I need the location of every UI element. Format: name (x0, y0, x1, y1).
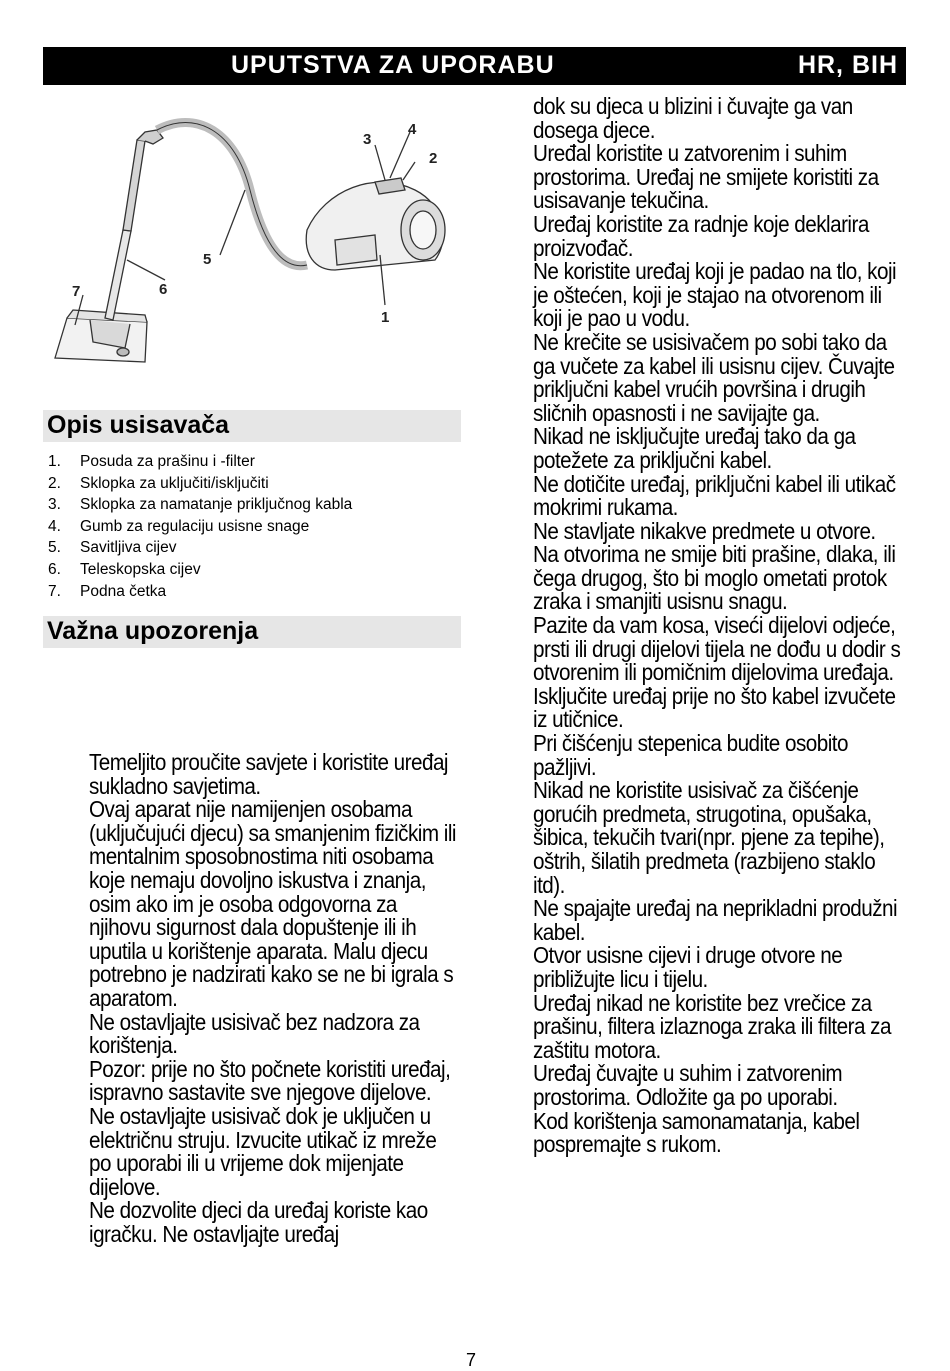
callout-2: 2 (429, 150, 438, 167)
warning-paragraph: Nikad ne koristite usisivač za čišćenje gorućih predmeta, strugotina, opušaka, šibica, tekučih tvari(npr. pjene za tepihe), oštrih, šilatih predmeta (razbijeno staklo itd). (533, 777, 885, 898)
warning-paragraph: Ovaj aparat nije namijenjen osobama (uključujući djecu) sa smanjenim fizičkim ili mentalnim sposobnostima niti osobama koje nemaju dovoljno iskustva i znanja, osim ako im je osoba odgovorna za njihovu sigurnost dala dopuštenje ili ih uputila u korištenje aparata. Malu djecu potrebno je nadzirati kako se ne bi igrala s aparatom. (89, 796, 456, 1011)
vacuum-cleaner-illustration (45, 110, 465, 400)
callout-7: 7 (72, 283, 81, 300)
warning-paragraph: Isključite uređaj prije no što kabel izvučete iz utičnice. (533, 682, 896, 733)
callout-3: 3 (363, 131, 372, 148)
callout-4: 4 (408, 121, 417, 138)
warning-paragraph: Ne krečite se usisivačem po sobi tako da ga vučete za kabel ili usisnu cijev. Čuvajte priključni kabel vrućih površina i drugih sličnih opasnosti i ne savijajte ga. (533, 328, 895, 426)
warning-paragraph: Uređaj nikad ne koristite bez vrečice za prašinu, filtera izlaznoga zraka ili filtera za zaštitu motora. (533, 989, 891, 1063)
header-language: HR, BIH (797, 51, 898, 79)
warning-paragraph: Ne ostavljajte usisivač dok je uključen u električnu struju. Izvucite utikač iz mreže po uporabi ili u vrijeme dok mijenjate dijelove. (89, 1102, 437, 1200)
warning-paragraph: Ne dotičite uređaj, priključni kabel ili utikač mokrimi rukama. (533, 470, 896, 521)
warning-paragraph: Kod korištenja samonamatanja, kabel pospremajte s rukom. (533, 1107, 860, 1158)
warning-paragraph: Ne spajajte uređaj na neprikladni produžni kabel. (533, 895, 898, 945)
warning-paragraph: Ne koristite uređaj koji je padao na tlo, koji je oštećen, koji je stajao na otvorenom ili koji je pao u vodu. (533, 258, 897, 332)
parts-list (48, 451, 352, 602)
list-item: 3. Sklopka za namatanje priključnog kabla (48, 496, 353, 514)
list-item: 2. Sklopka za uključiti/isključiti (48, 474, 269, 492)
warning-paragraph: Na otvorima ne smije biti prašine, dlaka, ili čega drugog, što bi moglo ometati protok zraka i smanjiti usisnu snagu. (533, 541, 896, 615)
warnings-right-column (533, 95, 911, 1157)
list-item: 6. Teleskopska cijev (48, 560, 201, 578)
warning-paragraph: Uređaj čuvajte u suhim i zatvorenim prostorima. Odložite ga po uporabi. (533, 1060, 843, 1110)
telescopic-tube-shape (105, 230, 131, 320)
list-item: 4. Gumb za regulaciju usisne snage (48, 517, 310, 535)
page-number: 7 (466, 1350, 477, 1370)
header-title: UPUTSTVA ZA UPORABU (231, 51, 555, 79)
warning-paragraph: Uređaj koristite za radnje koje deklarira proizvođač. (533, 210, 869, 261)
callout-6: 6 (159, 281, 168, 298)
upozorenja-heading-bar (43, 616, 461, 648)
warning-paragraph: dok su djeca u blizini i čuvajte ga van dosega djece. (533, 93, 853, 143)
upozorenja-heading: Važna upozorenja (47, 617, 259, 645)
warning-paragraph: Uređal koristite u zatvorenim i suhim prostorima. Uređaj ne smijete koristiti za usisavanje tekučina. (533, 140, 879, 214)
callout-5: 5 (203, 251, 212, 268)
warning-paragraph: Ne ostavljajte usisivač bez nadzora za korištenja. (89, 1008, 420, 1059)
flexible-hose-shape (157, 123, 307, 266)
page-header (43, 47, 906, 85)
warning-paragraph: Ne dozvolite djeci da uređaj koriste kao igračku. Ne ostavljajte uređaj (89, 1197, 428, 1247)
warnings-left-column (89, 751, 459, 1246)
warning-paragraph: Pri čišćenju stepenica budite osobito pažljivi. (533, 730, 848, 780)
list-item: 1. Posuda za prašinu i -filter (48, 453, 255, 470)
opis-heading-bar (43, 410, 461, 442)
warning-paragraph: Otvor usisne cijevi i druge otvore ne približujte licu i tijelu. (533, 942, 843, 992)
list-item: 7. Podna četka (48, 582, 167, 600)
warning-paragraph: Ne stavljate nikakve predmete u otvore. (533, 517, 876, 544)
warning-paragraph: Nikad ne isključujte uređaj tako da ga potežete za priključni kabel. (533, 423, 856, 473)
list-item: 5. Savitljiva cijev (48, 539, 177, 557)
warning-paragraph: Temeljito proučite savjete i koristite uređaj sukladno savjetima. (89, 749, 448, 799)
warning-paragraph: Pozor: prije no što počnete koristiti uređaj, ispravno sastavite sve njegove dijelove. (89, 1055, 451, 1106)
callout-1: 1 (381, 309, 390, 326)
opis-heading: Opis usisavača (47, 411, 230, 439)
warning-paragraph: Pazite da vam kosa, viseći dijelovi odjeće, prsti ili drugi dijelovi tijela ne dođu u dodir s otvorenim ili pomičnim dijelovima uređaja. (533, 612, 901, 686)
